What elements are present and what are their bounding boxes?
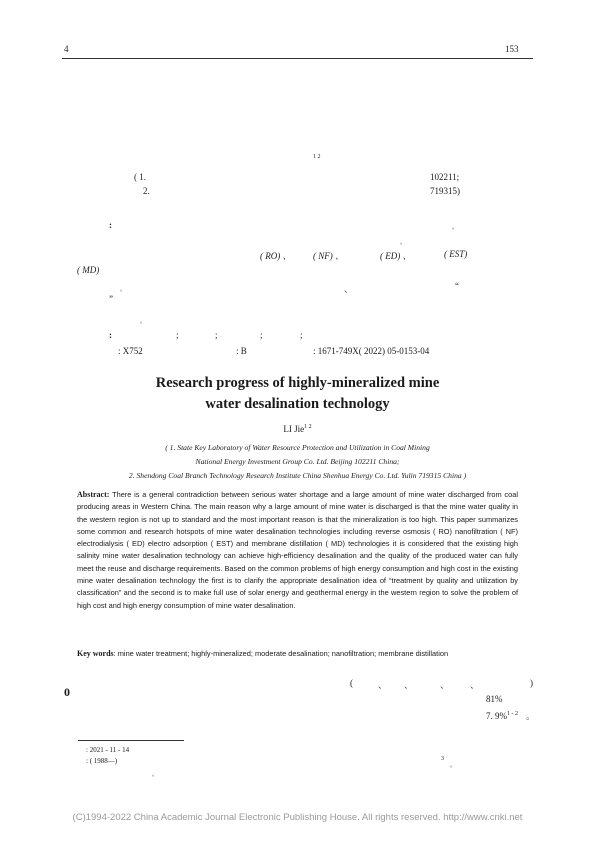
cn-affiliation-2-code: 719315)	[430, 186, 460, 196]
english-abstract	[77, 489, 518, 612]
body-citation: 1 - 2	[507, 711, 518, 717]
cn-mark-5: 。	[140, 319, 147, 325]
abstract-label: Abstract:	[77, 490, 110, 499]
footnote-received-date: : 2021 - 11 - 14	[86, 746, 130, 754]
copyright-footer: (C)1994-2022 China Academic Journal Electronic Publishing House. All rights reserved. http://www.cnki.net	[72, 812, 523, 823]
cn-abstract-colon: :	[109, 220, 112, 230]
english-author	[0, 424, 595, 434]
cn-tech-nf: ( NF) 、	[313, 251, 344, 261]
cn-tech-md: ( MD)	[77, 265, 100, 275]
footnote-mark: 。	[152, 772, 159, 778]
cn-affiliation-1-prefix: ( 1.	[134, 172, 146, 182]
english-affiliation-1-cont: National Energy Investment Group Co. Ltd. Beijing 102211 China;	[195, 457, 400, 466]
english-title-line-2: water desalination technology	[205, 396, 390, 412]
cn-abstract-mark-2: 。	[400, 240, 407, 246]
cn-tech-ro: ( RO) 、	[260, 251, 292, 261]
body-paren-open: (	[350, 678, 353, 688]
cn-keyword-sep: ;	[300, 330, 303, 340]
page-number-left: 4	[64, 44, 69, 54]
body-list-comma: 、	[470, 680, 480, 690]
english-affiliation-2: 2. Shendong Coal Branch Technology Research Institute China Shenhua Energy Co. Ltd. Yulin 719315 China )	[128, 471, 467, 480]
english-author-superscript: 1 2	[304, 424, 312, 430]
english-author-name: LI Jie	[283, 424, 305, 434]
cn-abstract-mark: 。	[452, 225, 459, 231]
body-list-comma: 、	[440, 680, 450, 690]
english-keywords	[77, 649, 448, 658]
cn-keywords-colon: :	[109, 330, 112, 340]
keywords-label: Key words	[77, 649, 114, 658]
header-rule	[62, 58, 533, 59]
cn-mark-3: 。	[120, 287, 127, 293]
cn-author-superscript: 1 2	[313, 154, 321, 160]
body-ref-3: 3	[441, 756, 444, 762]
cn-tech-ed: ( ED) 、	[380, 251, 412, 261]
body-ref-3-end: 。	[450, 763, 457, 769]
body-percent-7-9	[486, 709, 535, 722]
cn-article-id: : 1671-749X( 2022) 05-0153-04	[313, 346, 430, 356]
body-sentence-end: 。	[526, 711, 536, 721]
footnote-author-info: : ( 1988—)	[86, 757, 118, 765]
keywords-text: : mine water treatment; highly-mineralized; moderate desalination; nanofiltration; membrane distillation	[113, 649, 449, 658]
cn-mark-4: 、	[344, 284, 354, 294]
body-percent-7-9-value: 7. 9%	[486, 711, 507, 721]
cn-classification-code: : X752	[118, 346, 143, 356]
cn-quote-open: “	[455, 281, 459, 291]
abstract-text: There is a general contradiction between serious water shortage and a large amount of mine water discharged from coal producing areas in Western China. The main reason why a large amount of mine water is discharged is that the mine water quality in the western region is not up to standard and the most important reason is that the mineralization is too high. This paper summarizes some common and research hotspots of mine water desalination technologies including reverse osmosis ( RO) nanofiltration ( NF) electrodialysis ( ED) electro adsorption ( EST) and membrane distillation ( MD) technologies it is considered that the existing high salinity mine water desalination technology can achieve high-efficiency desalination and the quality of the produced water can fully meet the reuse and discharge requirements. Based on the common problems of high energy consumption and high cost in the existing mine water desalination technology the first is to clarify the appropriate desalination idea of “treatment by quality and utilization by classification” and the second is to make full use of solar energy and geothermal energy in the western region to solve the problem of high cost and high energy consumption of mine water desalination.	[77, 490, 518, 610]
body-paren-close: )	[530, 678, 533, 688]
cn-keyword-sep: ;	[176, 330, 179, 340]
footnote-rule	[78, 740, 184, 741]
page-number-right: 153	[505, 44, 519, 54]
cn-keyword-sep: ;	[215, 330, 218, 340]
body-percent-81: 81%	[486, 694, 503, 704]
section-number: 0	[64, 685, 70, 699]
cn-document-code: : B	[236, 346, 247, 356]
cn-quote-close: ”	[109, 294, 113, 304]
body-list-comma: 、	[404, 680, 414, 690]
cn-affiliation-1-code: 102211;	[430, 172, 460, 182]
cn-affiliation-2-prefix: 2.	[143, 186, 150, 196]
cn-tech-est: ( EST)	[444, 249, 468, 259]
body-list-comma: 、	[378, 680, 388, 690]
cn-keyword-sep: ;	[260, 330, 263, 340]
english-affiliation-1: ( 1. State Key Laboratory of Water Resource Protection and Utilization in Coal Mining	[165, 443, 430, 452]
english-title-line-1: Research progress of highly-mineralized mine	[155, 375, 440, 391]
